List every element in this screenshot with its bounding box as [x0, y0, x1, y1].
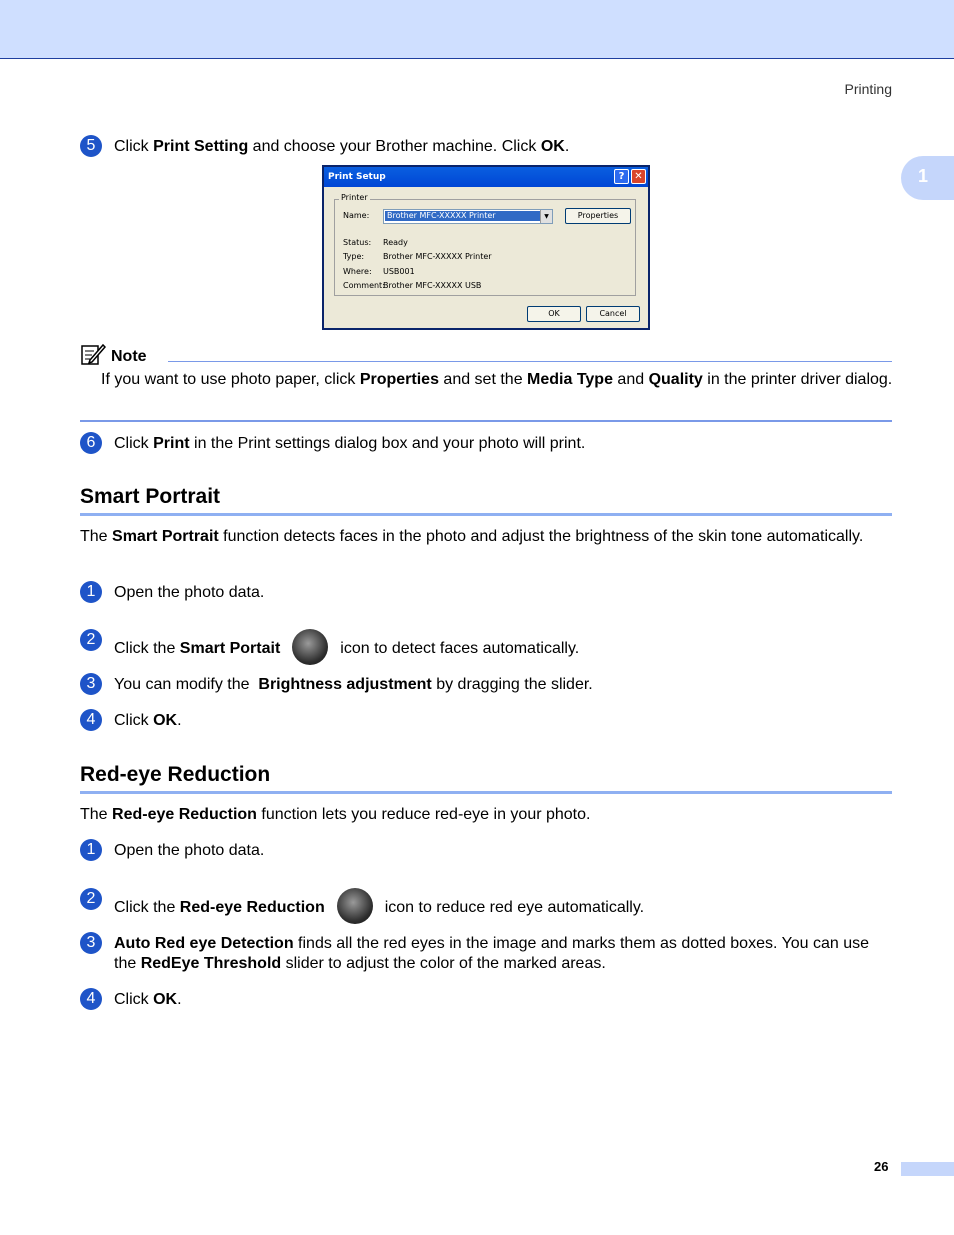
running-head: Printing	[844, 81, 892, 97]
close-icon[interactable]: ✕	[631, 169, 646, 184]
red-eye-step-1	[80, 841, 264, 861]
red-eye-step-2	[80, 890, 644, 926]
step-number: 5	[80, 135, 102, 157]
step-text: You can modify the Brightness adjustment by dragging the slider.	[114, 676, 593, 693]
red-eye-step-4	[80, 990, 182, 1010]
note-divider-bottom	[80, 420, 892, 422]
step-number: 3	[80, 932, 102, 954]
step-text: Click the Red-eye Reduction icon to reduce red eye automatically.	[114, 890, 644, 926]
smart-step-2	[80, 631, 579, 667]
note-pencil-icon	[80, 342, 106, 366]
step-text: Click the Smart Portait icon to detect faces automatically.	[114, 631, 579, 667]
step-number: 2	[80, 629, 102, 651]
smart-portrait-rule	[80, 513, 892, 516]
print-setup-dialog	[322, 165, 650, 330]
step-number: 2	[80, 888, 102, 910]
smart-portrait-icon[interactable]	[292, 629, 328, 665]
note-label: Note	[111, 348, 147, 365]
chevron-down-icon[interactable]: ▼	[540, 210, 552, 223]
step-6	[80, 434, 585, 454]
help-icon[interactable]: ?	[614, 169, 629, 184]
smart-portrait-heading: Smart Portrait	[80, 485, 221, 508]
chapter-tab: 1	[901, 156, 954, 200]
red-eye-intro: The Red-eye Reduction function lets you reduce red-eye in your photo.	[80, 806, 591, 823]
name-label: Name:	[343, 211, 370, 220]
red-eye-rule	[80, 791, 892, 794]
printer-name-value: Brother MFC-XXXXX Printer	[385, 211, 551, 221]
step-text: Click Print in the Print settings dialog box and your photo will print.	[114, 435, 586, 452]
type-row: Type: Brother MFC-XXXXX Printer	[343, 252, 492, 261]
red-eye-heading: Red-eye Reduction	[80, 763, 271, 786]
printer-name-select[interactable]	[383, 209, 553, 224]
step-text: Click OK.	[114, 712, 182, 729]
step-text: Open the photo data.	[114, 842, 265, 859]
step-text: Open the photo data.	[114, 584, 265, 601]
comment-row: Comment:Brother MFC-XXXXX USB	[343, 281, 482, 290]
step-number: 4	[80, 709, 102, 731]
step-text: Auto Red eye Detection finds all the red eyes in the image and marks them as dotted boxes. You can use the RedEye Threshold slider to adjust the color of the marked areas.	[114, 935, 870, 972]
page-number: 26	[874, 1159, 889, 1174]
step-number: 1	[80, 839, 102, 861]
ok-button[interactable]: OK	[527, 306, 581, 322]
properties-button[interactable]: Properties	[565, 208, 631, 224]
step-number: 3	[80, 673, 102, 695]
dialog-title-bar	[324, 167, 648, 187]
step-5	[80, 137, 569, 157]
smart-step-1	[80, 583, 264, 603]
red-eye-step-3	[80, 934, 892, 974]
step-number: 6	[80, 432, 102, 454]
step-text: Click Print Setting and choose your Brother machine. Click OK.	[114, 138, 570, 155]
smart-step-4	[80, 711, 182, 731]
smart-step-3	[80, 675, 593, 695]
header-band	[0, 0, 954, 59]
step-number: 4	[80, 988, 102, 1010]
printer-group-label: Printer	[341, 193, 368, 202]
note-divider-top	[168, 361, 892, 362]
page-number-bar	[901, 1162, 954, 1176]
cancel-button[interactable]: Cancel	[586, 306, 640, 322]
name-row	[343, 211, 383, 220]
dialog-title: Print Setup	[328, 172, 386, 182]
red-eye-reduction-icon[interactable]	[337, 888, 373, 924]
status-row: Status: Ready	[343, 238, 408, 247]
step-number: 1	[80, 581, 102, 603]
printer-group	[334, 193, 636, 296]
smart-portrait-intro: The Smart Portrait function detects faces in the photo and adjust the brightness of the skin tone automatically.	[80, 528, 864, 545]
where-row: Where: USB001	[343, 267, 415, 276]
step-text: Click OK.	[114, 991, 182, 1008]
note-text: If you want to use photo paper, click Properties and set the Media Type and Quality in the printer driver dialog.	[101, 371, 893, 388]
